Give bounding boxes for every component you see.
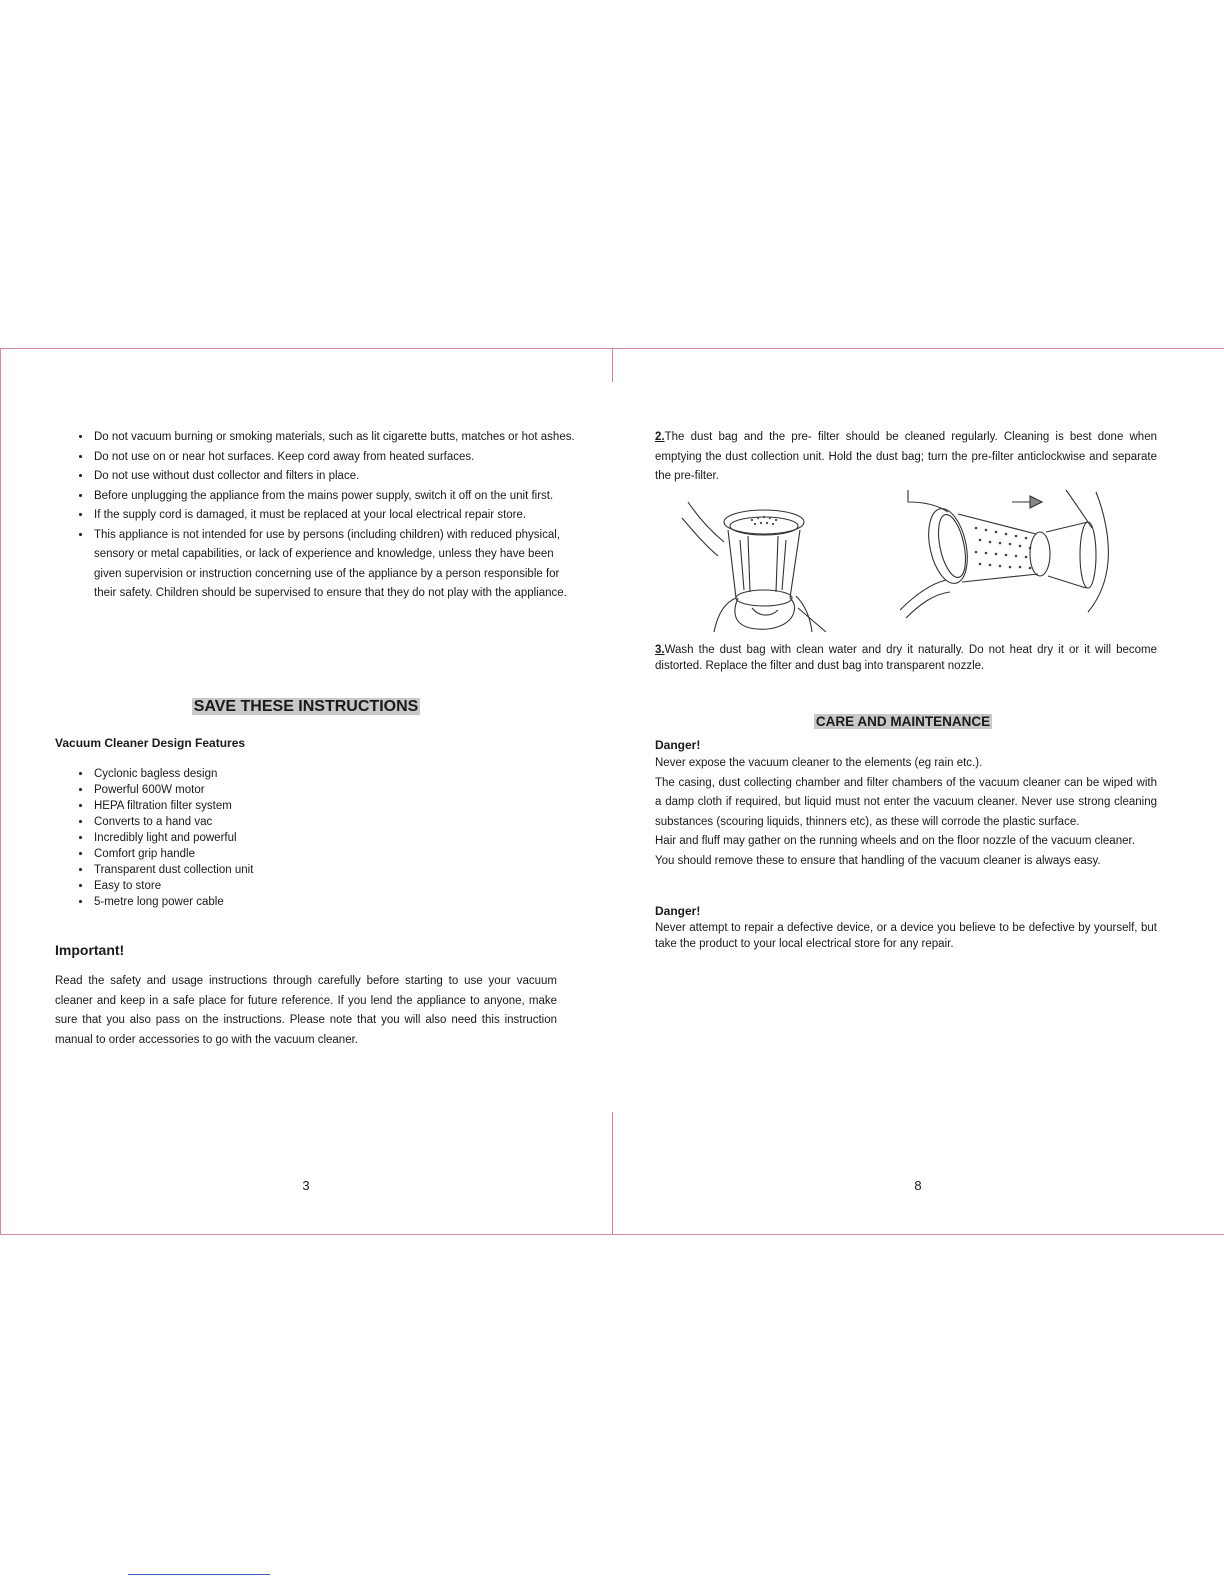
step-3-text: Wash the dust bag with clean water and dry it naturally. Do not heat dry it or it will become distorted. Replace the filter and dust bag into transparent nozzle. xyxy=(655,644,1157,672)
page-number-right: 8 xyxy=(914,1178,922,1193)
safety-bullet: • Do not vacuum burning or smoking materials, such as lit cigarette butts, matches or hot ashes. xyxy=(92,428,582,448)
feature-item: • Converts to a hand vac xyxy=(92,814,492,830)
save-instructions-heading-text: SAVE THESE INSTRUCTIONS xyxy=(193,698,419,715)
step-2-text: The dust bag and the pre- filter should be cleaned regularly. Cleaning is best done when emptying the dust collection unit. Hold the dust bag; turn the pre-filter anticlockwise and separate the pre-filter. xyxy=(655,431,1157,482)
safety-bullet: • If the supply cord is damaged, it must be replaced at your local electrical repair store. xyxy=(92,506,582,526)
care-maintenance-heading xyxy=(612,713,1194,731)
feature-item: • Incredibly light and powerful xyxy=(92,830,492,846)
step-3-paragraph xyxy=(655,642,1157,674)
right-page xyxy=(612,348,1224,1234)
feature-item: • Powerful 600W motor xyxy=(92,782,492,798)
page-frame-bottom xyxy=(0,1234,1224,1235)
feature-item: • Easy to store xyxy=(92,878,492,894)
safety-bullet-list xyxy=(72,428,582,604)
danger-line: Never expose the vacuum cleaner to the elements (eg rain etc.). xyxy=(655,757,983,769)
footer-link-underline xyxy=(128,1574,270,1575)
save-instructions-heading xyxy=(0,698,612,716)
feature-item: • Transparent dust collection unit xyxy=(92,862,492,878)
danger-title-2: Danger! xyxy=(655,904,701,918)
feature-item: • Cyclonic bagless design xyxy=(92,766,492,782)
dust-bag-hold-illustration xyxy=(678,490,828,632)
step-2-paragraph xyxy=(655,428,1157,487)
feature-item: • Comfort grip handle xyxy=(92,846,492,862)
danger-title-1: Danger! xyxy=(655,738,701,752)
features-title: Vacuum Cleaner Design Features xyxy=(55,736,246,750)
step-2-number: 2. xyxy=(655,431,665,443)
step-3-number: 3. xyxy=(655,644,665,656)
important-body: Read the safety and usage instructions through carefully before starting to use your vacuum cleaner and keep in a safe place for future reference. If you lend the appliance to anyone, make sure that you also pass on the instructions. Please note that you will also need this instruction manual to order accessories to go with the vacuum cleaner. xyxy=(55,975,557,1046)
feature-item: • HEPA filtration filter system xyxy=(92,798,492,814)
danger-body-2: Never attempt to repair a defective device, or a device you believe to be defective by yourself, but take the product to your local electrical store for any repair. xyxy=(655,922,1157,950)
page-number-left: 3 xyxy=(302,1178,310,1193)
care-maintenance-heading-text: CARE AND MAINTENANCE xyxy=(815,714,991,729)
safety-bullet: • Before unplugging the appliance from the mains power supply, switch it off on the unit first. xyxy=(92,487,582,507)
left-page xyxy=(0,348,612,1234)
safety-bullet: • This appliance is not intended for use by persons (including children) with reduced physical, sensory or metal capabilities, or lack of experience and knowledge, unless they have been given supervision or instruction concerning use of the appliance by a person responsible for their safety. Children should be supervised to ensure that they do not play with the appliance. xyxy=(92,526,582,604)
danger-body-1 xyxy=(655,754,1157,871)
feature-item: • 5-metre long power cable xyxy=(92,894,492,910)
safety-bullet: • Do not use without dust collector and filters in place. xyxy=(92,467,582,487)
danger-line: Hair and fluff may gather on the running wheels and on the floor nozzle of the vacuum cleaner. You should remove these to ensure that handling of the vacuum cleaner is always easy. xyxy=(655,835,1135,867)
pre-filter-separate-illustration xyxy=(900,488,1112,618)
safety-bullet: • Do not use on or near hot surfaces. Keep cord away from heated surfaces. xyxy=(92,448,582,468)
important-title: Important! xyxy=(55,942,125,958)
features-list xyxy=(72,766,492,910)
danger-line: The casing, dust collecting chamber and filter chambers of the vacuum cleaner can be wiped with a damp cloth if required, but liquid must not enter the vacuum cleaner. Never use strong cleaning substances (scouring liquids, thinners etc), as these will corrode the plastic surface. xyxy=(655,776,1157,828)
